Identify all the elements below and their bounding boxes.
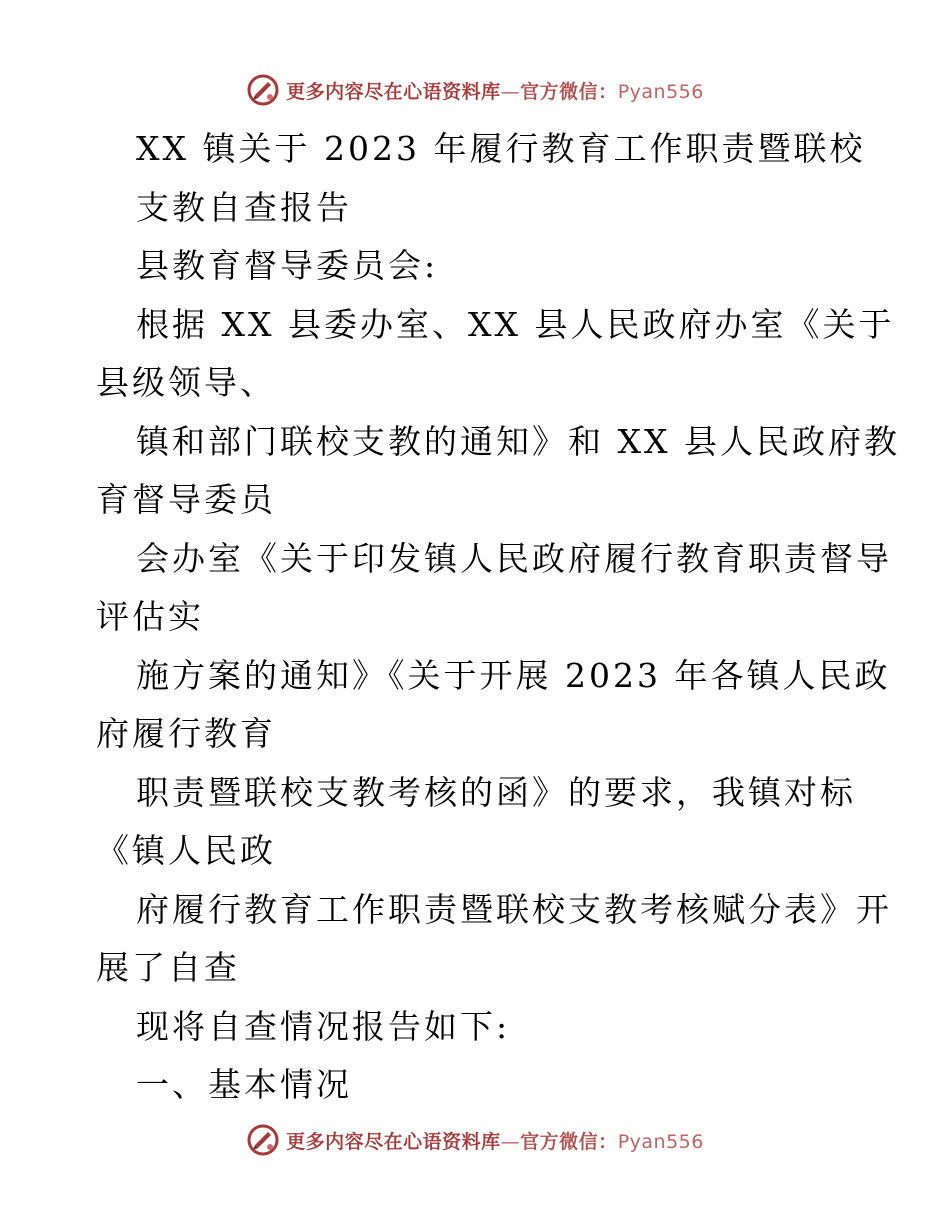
pen-circle-logo-icon (246, 1123, 280, 1157)
doc-text-line: 根据 XX 县委办室、XX 县人民政府办室《关于 (136, 304, 895, 344)
doc-text-line: 府履行教育工作职责暨联校支教考核赋分表》开 (136, 889, 892, 929)
doc-text-line: 镇和部门联校支教的通知》和 XX 县人民政府教 (136, 421, 900, 461)
footer-watermark-banner (0, 1120, 950, 1160)
doc-text-line: 县级领导、 (96, 363, 276, 402)
doc-text-line: 《镇人民政 (96, 831, 276, 870)
section-heading: 一、基本情况 (136, 1065, 352, 1104)
document-body (96, 120, 900, 1115)
pen-circle-logo-icon (246, 73, 280, 107)
doc-text-line: 育督导委员 (96, 480, 276, 519)
doc-text-line: 现将自查情况报告如下: (136, 1006, 511, 1046)
banner-text: 更多内容尽在心语资料库—官方微信：Pyan556 (286, 1130, 704, 1153)
header-watermark-banner (0, 70, 950, 110)
doc-text-line: 职责暨联校支教考核的函》的要求，我镇对标 (136, 772, 856, 812)
banner-text: 更多内容尽在心语资料库—官方微信：Pyan556 (286, 80, 704, 103)
doc-text-line: 展了自查 (96, 948, 240, 987)
doc-text-line: 府履行教育 (96, 714, 276, 753)
doc-title-line-2: 支教自查报告 (136, 187, 352, 227)
doc-text-line: 施方案的通知》《关于开展 2023 年各镇人民政 (136, 655, 891, 695)
doc-title-line-1: XX 镇关于 2023 年履行教育工作职责暨联校 (136, 129, 866, 168)
doc-salutation: 县教育督导委员会: (136, 246, 439, 285)
doc-text-line: 评估实 (96, 597, 204, 636)
doc-text-line: 会办室《关于印发镇人民政府履行教育职责督导 (136, 538, 892, 578)
